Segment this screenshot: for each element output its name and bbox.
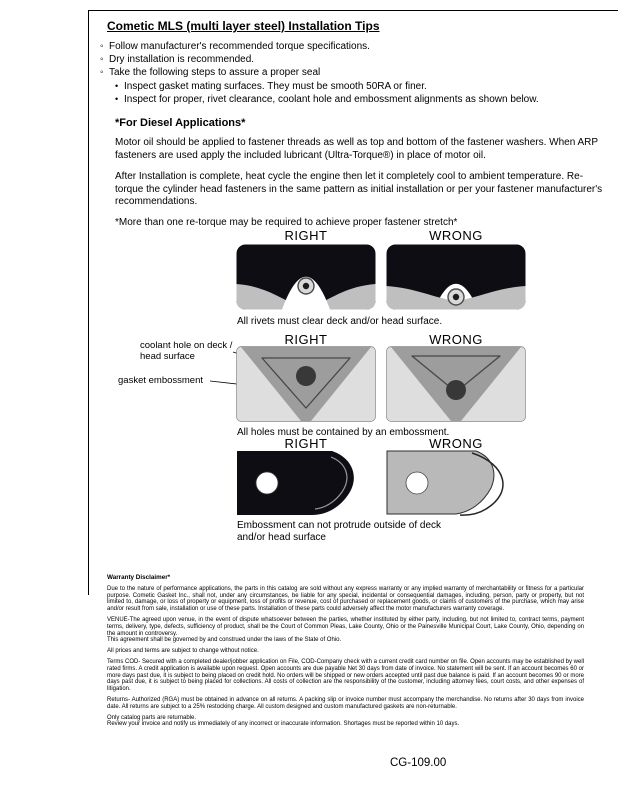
diesel-paragraph-heat-cycle: After Installation is complete, heat cycle the engine then let it completely cool to ambient temperature. Re-torque the cylinder head fasteners in the same pattern as initial installation or per your fastener manufacturer's recommendations. [115, 171, 603, 208]
coolant-caption: All holes must be contained by an embossment. [237, 427, 450, 438]
gasket-body [387, 451, 494, 514]
diesel-section [115, 117, 609, 239]
page-title: Cometic MLS (multi layer steel) Installation Tips [107, 19, 380, 33]
bolt-hole-circle [406, 472, 428, 494]
gasket-body [237, 451, 354, 515]
rivet-center [453, 294, 459, 300]
warranty-paragraph-review-invoice: Review your invoice and notify us immediately of any incorrect or inaccurate information. Shortages must be reported within 10 days. [107, 721, 460, 728]
bullet-item-dry-install: ◦ Dry installation is recommended. [100, 53, 605, 66]
embossment-wrong-figure [386, 450, 526, 516]
coolant-hole-callout-label: coolant hole on deck / head surface [140, 340, 233, 362]
embossment-caption: Embossment can not protrude outside of deck and/or head surface [237, 520, 442, 543]
top-border-line [88, 10, 618, 11]
bullet-item-proper-seal: ◦ Take the following steps to assure a proper seal [100, 66, 605, 79]
diagram-section [0, 228, 618, 563]
retorque-note: *More than one re-torque may be required to achieve proper fastener stretch* [115, 217, 458, 229]
warranty-section [107, 575, 584, 728]
warranty-paragraph-prices: All prices and terms are subject to change without notice. [107, 648, 259, 655]
page-code: CG-109.00 [390, 757, 447, 769]
coolant-wrong-label: WRONG [429, 332, 483, 347]
rivet-caption: All rivets must clear deck and/or head surface. [237, 316, 443, 327]
coolant-right-figure [236, 346, 376, 422]
warranty-disclaimer-title: Warranty Disclaimer* [107, 574, 171, 581]
gasket-embossment-callout-label: gasket embossment [118, 375, 204, 386]
warranty-paragraph-returns: Returns- Authorized (RGA) must be obtained in advance on all returns. A packing slip or invoice number must accompany the merchandise. No returns after 30 days from invoice date. All returns are subject to a 25% restocking charge. All custom designed and custom manufactured gaskets are non-returnable. [107, 696, 584, 710]
coolant-right-label: RIGHT [284, 332, 328, 347]
diesel-heading: *For Diesel Applications* [115, 117, 246, 129]
warranty-paragraph-governing-law: This agreement shall be governed by and construed under the laws of the State of Ohio. [107, 637, 342, 644]
bolt-hole-circle [256, 472, 278, 494]
embossment-right-figure [236, 450, 376, 516]
rivet-wrong-label: WRONG [429, 228, 483, 243]
coolant-hole-circle [296, 366, 316, 386]
embossment-right-label: RIGHT [284, 436, 328, 451]
diesel-paragraph-motor-oil: Motor oil should be applied to fastener threads as well as top and bottom of the fastener washers. When ARP fasteners are used apply the included lubricant (Ultra-Torque®) in place of motor oil. [115, 137, 598, 161]
bullet-item-torque: ◦ Follow manufacturer's recommended torque specifications. [100, 40, 605, 53]
warranty-paragraph-returnable: Only catalog parts are returnable. [107, 714, 197, 721]
embossment-wrong-label: WRONG [429, 436, 483, 451]
install-tips-list [100, 40, 605, 106]
rivet-wrong-figure [386, 244, 526, 310]
warranty-paragraph-venue: VENUE-The agreed upon venue, in the event of dispute whatsoever between the parties, whether instituted by either party, including, but not limited to, contract terms, payment terms, delivery, type, defects, sufficiency of product, shall be the Court of Common Pleas, Lake County, Ohio or the Painesville Municipal Court, Lake County, Ohio, depending on the amount in controversy. [107, 616, 584, 637]
warranty-paragraph-terms: Terms COD- Secured with a completed dealer/jobber application on File, COD-Company check with a current credit card number on file. Open accounts may be established by well rated firms. A credit application is available upon request. Open accounts are due payable Net 30 days from date of invoice. No statement will be sent. If an account becomes 60 or more days past due, it is subject to being placed on credit hold. No orders will be shipped or new orders accepted until past due balance is paid. If an account becomes 90 or more days past due, it is subject to being placed for collections. All costs of collection are the responsibility of the customer, including attorney fees, court costs, and other expenses of litigation. [107, 658, 584, 693]
warranty-paragraph-liability: Due to the nature of performance applications, the parts in this catalog are sold without any express warranty or any implied warranty of merchantability or fitness for a particular purpose. Cometic Gasket Inc., shall not, under any circumstances, be liable for any special, incidental or consequential damages, including, person, party or property, but not limited to, damage, or loss of property or equipment, loss of profits or revenue, cost of purchased or replacement goods, or claims of customers of the purchase, which may arise and/or result from sale, installation or use of these parts. Installation of these parts could adversely affect the motor manufacturers warranty coverage. [107, 585, 584, 613]
coolant-wrong-figure [386, 346, 526, 422]
rivet-right-figure [236, 244, 376, 310]
coolant-hole-circle [446, 380, 466, 400]
rivet-right-label: RIGHT [284, 228, 328, 243]
rivet-center [303, 283, 309, 289]
sub-bullet-alignments: • Inspect for proper, rivet clearance, coolant hole and embossment alignments as shown below. [115, 93, 605, 106]
sub-bullet-mating-surfaces: • Inspect gasket mating surfaces. They must be smooth 50RA or finer. [115, 80, 605, 93]
